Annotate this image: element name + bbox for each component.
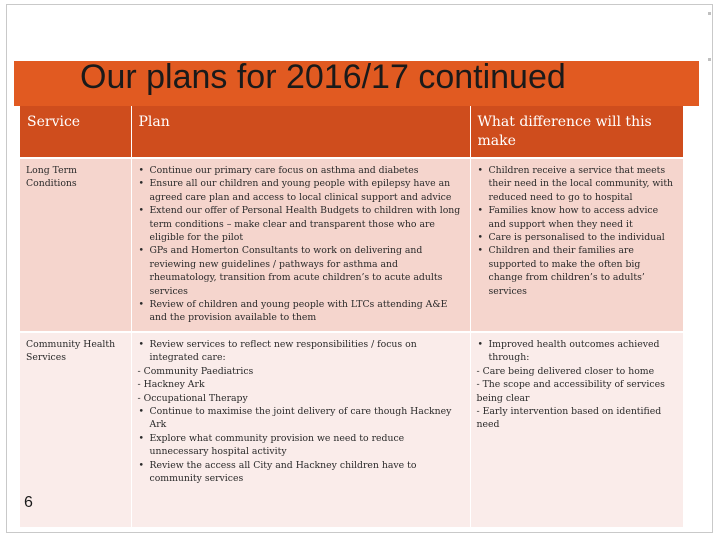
bullet-item: • Families know how to access advice and support when they need it	[477, 204, 678, 231]
bullet-item: • Care is personalised to the individual	[477, 231, 678, 244]
sub-item: - Care being delivered closer to home	[476, 365, 655, 377]
bullet-item: • Improved health outcomes achieved through:	[477, 338, 678, 365]
plan-list	[138, 164, 464, 325]
service-cell: Community Health Services	[20, 332, 131, 527]
bullet-item: • Children and their families are supported to make the often big change from children’s to adults’ services	[477, 244, 678, 298]
plans-table	[20, 106, 683, 527]
difference-cell	[470, 158, 683, 332]
difference-list	[477, 338, 678, 432]
header-plan: Plan	[131, 106, 470, 158]
bullet-item: • Explore what community provision we need to reduce unnecessary hospital activity	[138, 432, 464, 459]
header-difference: What difference will this make	[470, 106, 683, 158]
sub-item: - Community Paediatrics	[137, 365, 254, 377]
sub-item: - Occupational Therapy	[137, 392, 248, 404]
page-number: 6	[24, 494, 33, 511]
sub-item: - Hackney Ark	[137, 379, 205, 391]
header-service: Service	[20, 106, 131, 158]
plan-list	[138, 338, 464, 485]
bullet-item: • Extend our offer of Personal Health Budgets to children with long term conditions – make clear and transparent those who are eligible for the pilot	[138, 204, 464, 244]
table-header-row	[20, 106, 683, 158]
bullet-item: • Review of children and young people with LTCs attending A&E and the provision available to them	[138, 298, 464, 325]
corner-marker	[708, 12, 711, 15]
difference-list	[477, 164, 678, 298]
table-row	[20, 158, 683, 332]
plan-cell	[131, 158, 470, 332]
bullet-item: • GPs and Homerton Consultants to work on delivering and reviewing new guidelines / pathways for asthma and rheumatology, transition from acute children’s to acute adults services	[138, 244, 464, 298]
bullet-item: • Review the access all City and Hackney children have to community services	[138, 459, 464, 486]
corner-marker	[708, 58, 711, 61]
bullet-item: • Continue to maximise the joint delivery of care though Hackney Ark	[138, 405, 464, 432]
bullet-item: • Children receive a service that meets their need in the local community, with reduced need to go to hospital	[477, 164, 678, 204]
bullet-item: • Ensure all our children and young people with epilepsy have an agreed care plan and access to local clinical support and advice	[138, 177, 464, 204]
sub-item: - The scope and accessibility of services being clear	[476, 379, 665, 404]
plan-cell	[131, 332, 470, 527]
bullet-item: • Continue our primary care focus on asthma and diabetes	[138, 164, 464, 177]
table-row	[20, 332, 683, 527]
sub-item: - Early intervention based on identified need	[476, 405, 662, 431]
service-cell: Long Term Conditions	[20, 158, 131, 332]
slide-title: Our plans for 2016/17 continued	[80, 58, 566, 96]
bullet-item: • Review services to reflect new responsibilities / focus on integrated care:	[138, 338, 464, 365]
difference-cell	[470, 332, 683, 527]
